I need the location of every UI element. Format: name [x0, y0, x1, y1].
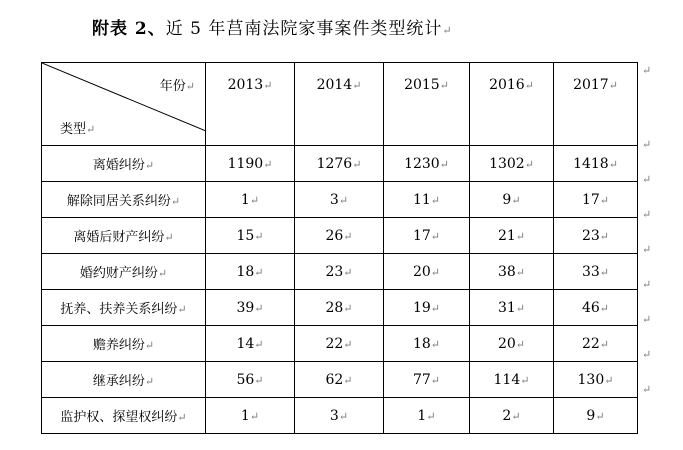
row-end-mark-icon: ↵ [642, 278, 652, 291]
count-cell: 1230↵ [384, 146, 470, 182]
count-cell: 3↵ [295, 182, 384, 218]
count-cell: 21↵ [470, 218, 554, 254]
year-cell: 2016↵ [470, 63, 554, 146]
case-type-cell: 赡养纠纷↵ [42, 326, 206, 362]
count-cell: 31↵ [470, 290, 554, 326]
count-cell: 62↵ [295, 362, 384, 398]
count-cell: 19↵ [384, 290, 470, 326]
year-cell: 2013↵ [206, 63, 295, 146]
corner-cell [42, 63, 206, 146]
count-cell: 1418↵ [554, 146, 638, 182]
count-cell: 11↵ [384, 182, 470, 218]
count-cell: 1↵ [384, 398, 470, 434]
case-type-cell: 解除同居关系纠纷↵ [42, 182, 206, 218]
year-header-label: 年份↵ [159, 79, 195, 94]
count-cell: 23↵ [554, 218, 638, 254]
count-cell: 15↵ [206, 218, 295, 254]
count-cell: 9↵ [554, 398, 638, 434]
table-row [42, 290, 638, 326]
count-cell: 1190↵ [206, 146, 295, 182]
case-type-cell: 离婚纠纷↵ [42, 146, 206, 182]
count-cell: 1276↵ [295, 146, 384, 182]
case-type-cell: 离婚后财产纠纷↵ [42, 218, 206, 254]
count-cell: 3↵ [295, 398, 384, 434]
row-end-mark-icon: ↵ [642, 313, 652, 326]
count-cell: 1↵ [206, 182, 295, 218]
count-cell: 1↵ [206, 398, 295, 434]
count-cell: 22↵ [554, 326, 638, 362]
count-cell: 18↵ [206, 254, 295, 290]
type-header-label: 类型↵ [60, 122, 96, 137]
table-row [42, 146, 638, 182]
table-row [42, 254, 638, 290]
paragraph-mark-icon: ↵ [442, 24, 453, 37]
row-end-mark-icon: ↵ [642, 383, 652, 396]
table-title [92, 14, 453, 39]
count-cell: 38↵ [470, 254, 554, 290]
table-row [42, 326, 638, 362]
case-type-cell: 监护权、探望权纠纷↵ [42, 398, 206, 434]
count-cell: 23↵ [295, 254, 384, 290]
count-cell: 77↵ [384, 362, 470, 398]
count-cell: 9↵ [470, 182, 554, 218]
table-body [42, 63, 638, 434]
count-cell: 17↵ [384, 218, 470, 254]
row-end-mark-icon: ↵ [642, 173, 652, 186]
table-row [42, 398, 638, 434]
count-cell: 17↵ [554, 182, 638, 218]
row-end-mark-icon: ↵ [642, 64, 652, 77]
table-row [42, 218, 638, 254]
table-row [42, 182, 638, 218]
row-end-mark-icon: ↵ [642, 208, 652, 221]
count-cell: 130↵ [554, 362, 638, 398]
count-cell: 56↵ [206, 362, 295, 398]
row-end-mark-icon: ↵ [642, 138, 652, 151]
count-cell: 39↵ [206, 290, 295, 326]
case-type-cell: 继承纠纷↵ [42, 362, 206, 398]
count-cell: 46↵ [554, 290, 638, 326]
count-cell: 20↵ [470, 326, 554, 362]
header-row [42, 63, 638, 146]
table-title-prefix: 附表 2、 [92, 19, 166, 39]
row-end-mark-icon: ↵ [642, 348, 652, 361]
year-cell: 2017↵ [554, 63, 638, 146]
case-type-cell: 抚养、扶养关系纠纷↵ [42, 290, 206, 326]
count-cell: 28↵ [295, 290, 384, 326]
count-cell: 22↵ [295, 326, 384, 362]
count-cell: 20↵ [384, 254, 470, 290]
case-type-table [41, 62, 638, 434]
case-type-cell: 婚约财产纠纷↵ [42, 254, 206, 290]
count-cell: 14↵ [206, 326, 295, 362]
table-row [42, 362, 638, 398]
count-cell: 33↵ [554, 254, 638, 290]
count-cell: 18↵ [384, 326, 470, 362]
year-cell: 2015↵ [384, 63, 470, 146]
count-cell: 26↵ [295, 218, 384, 254]
year-cell: 2014↵ [295, 63, 384, 146]
table-title-text: 近 5 年莒南法院家事案件类型统计 [165, 19, 443, 39]
count-cell: 2↵ [470, 398, 554, 434]
count-cell: 114↵ [470, 362, 554, 398]
row-end-mark-icon: ↵ [642, 243, 652, 256]
count-cell: 1302↵ [470, 146, 554, 182]
